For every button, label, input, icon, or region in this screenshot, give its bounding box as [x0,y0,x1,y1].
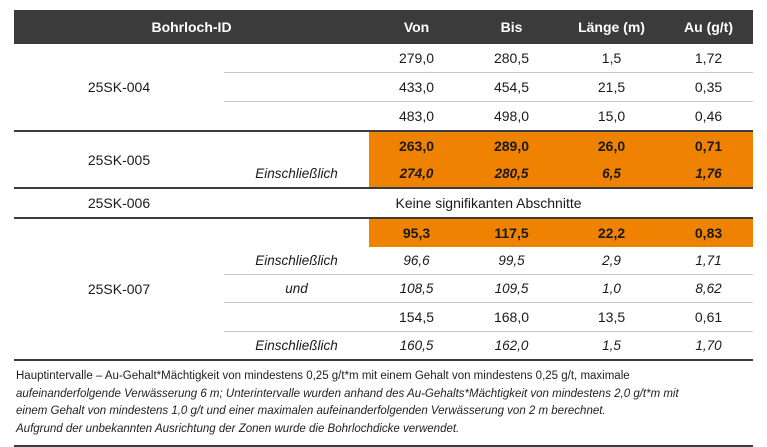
laenge-value: 21,5 [559,73,664,102]
sub-interval-label [224,218,369,247]
von-value: 96,6 [369,247,464,275]
bottom-rule [14,445,753,447]
bis-value: 117,5 [464,218,559,247]
sub-interval-label: und [224,275,369,303]
table-header-row [14,10,753,44]
drill-results-table [14,10,753,359]
drill-results-table-page [0,10,767,436]
von-value: 108,5 [369,275,464,303]
bis-value: 280,5 [464,44,559,73]
au-value: 1,72 [664,44,753,73]
hole-id-cell: 25SK-004 [14,44,224,131]
bis-value: 289,0 [464,131,559,160]
table-header [14,10,753,44]
column-header-bis: Bis [464,10,559,44]
sub-interval-label [224,44,369,73]
hole-id-cell: 25SK-005 [14,131,224,188]
sub-interval-label: Einschließlich [224,332,369,360]
von-value: 154,5 [369,303,464,332]
table-body [14,44,753,359]
bis-value: 99,5 [464,247,559,275]
au-value: 0,83 [664,218,753,247]
laenge-value: 1,5 [559,44,664,73]
no-significant-intervals-note: Keine signifikanten Abschnitte [224,188,753,218]
au-value: 0,46 [664,102,753,132]
sub-interval-label [224,73,369,102]
column-header-au: Au (g/t) [664,10,753,44]
au-value: 0,61 [664,303,753,332]
table-row [14,188,753,218]
laenge-value: 6,5 [559,160,664,188]
footnote-line-4: Aufgrund der unbekannten Ausrichtung der Zonen wurde die Bohrlochdicke verwendet. [16,423,460,436]
footnote-line-3: einem Gehalt von mindestens 1,0 g/t und einer maximalen aufeinanderfolgenden Verwässerung von 2 m berechnet. [16,405,606,418]
laenge-value: 15,0 [559,102,664,132]
footnote-line-2: aufeinanderfolgende Verwässerung 6 m; Unterintervalle wurden anhand des Au-Gehalts*Mächtigkeit von mindestens 2,0 g/t*m mit [16,387,679,400]
bis-value: 109,5 [464,275,559,303]
au-value: 1,71 [664,247,753,275]
von-value: 433,0 [369,73,464,102]
sub-interval-label [224,102,369,132]
sub-interval-label: Einschließlich [224,160,369,188]
table-row [14,44,753,73]
au-value: 0,35 [664,73,753,102]
bis-value: 498,0 [464,102,559,132]
bis-value: 280,5 [464,160,559,188]
sub-interval-label [224,303,369,332]
laenge-value: 1,5 [559,332,664,360]
au-value: 1,70 [664,332,753,360]
bis-value: 168,0 [464,303,559,332]
column-header-von: Von [369,10,464,44]
hole-id-cell: 25SK-007 [14,218,224,359]
hole-id-cell: 25SK-006 [14,188,224,218]
von-value: 279,0 [369,44,464,73]
von-value: 263,0 [369,131,464,160]
table-row [14,131,753,160]
von-value: 274,0 [369,160,464,188]
au-value: 0,71 [664,131,753,160]
sub-interval-label: Einschließlich [224,247,369,275]
laenge-value: 2,9 [559,247,664,275]
laenge-value: 13,5 [559,303,664,332]
von-value: 95,3 [369,218,464,247]
au-value: 8,62 [664,275,753,303]
bis-value: 162,0 [464,332,559,360]
column-header-bohrloch-id: Bohrloch-ID [14,10,369,44]
laenge-value: 22,2 [559,218,664,247]
au-value: 1,76 [664,160,753,188]
bis-value: 454,5 [464,73,559,102]
footnote-line-1: Hauptintervalle – Au-Gehalt*Mächtigkeit von mindestens 0,25 g/t*m mit einem Gehalt von mindestens 0,25 g/t, maximale [16,370,630,382]
table-row [14,218,753,247]
laenge-value: 1,0 [559,275,664,303]
von-value: 483,0 [369,102,464,132]
column-header-laenge: Länge (m) [559,10,664,44]
laenge-value: 26,0 [559,131,664,160]
von-value: 160,5 [369,332,464,360]
table-footnote [14,359,753,443]
sub-interval-label [224,131,369,160]
